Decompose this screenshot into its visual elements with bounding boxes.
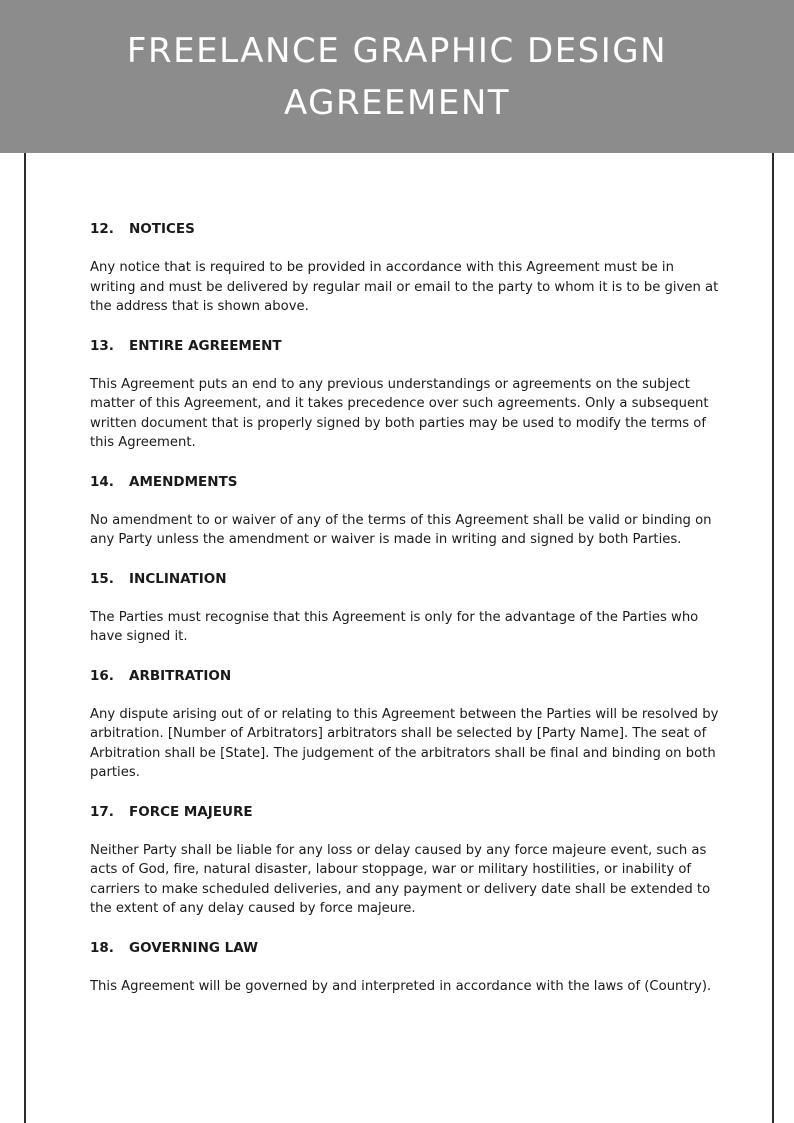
section-title: GOVERNING LAW [129, 939, 258, 956]
section-heading-notices [90, 219, 720, 239]
document-title-line-2: AGREEMENT [283, 82, 511, 123]
section-heading-force-majeure [90, 802, 720, 822]
section-number: 17. [90, 803, 114, 820]
section-body-amendments: No amendment to or waiver of any of the terms of this Agreement shall be valid or binding on any Party unless the amendment or waiver is made in writing and signed by both Parties. [90, 512, 712, 547]
section-title: ARBITRATION [129, 667, 232, 684]
section-number: 12. [90, 221, 114, 237]
section-body-notices: Any notice that is required to be provided in accordance with this Agreement must be in writing and must be delivered by regular mail or email to the party to whom it is to be given at the address that is shown above. [90, 260, 719, 314]
section-title: INCLINATION [129, 570, 227, 587]
section-number: 15. [90, 570, 114, 587]
section-number: 16. [90, 667, 114, 684]
section-heading-arbitration [90, 666, 720, 686]
section-title: NOTICES [129, 221, 195, 237]
document-title-line-1: FREELANCE GRAPHIC DESIGN [126, 30, 668, 71]
section-title: ENTIRE AGREEMENT [129, 337, 282, 354]
section-body-governing-law: This Agreement will be governed by and interpreted in accordance with the laws of (Country). [90, 978, 712, 994]
section-heading-governing-law [90, 938, 720, 958]
section-number: 14. [90, 473, 114, 490]
document-header [0, 0, 794, 153]
section-body-inclination: The Parties must recognise that this Agreement is only for the advantage of the Parties who have signed it. [90, 609, 699, 644]
page-border-right [772, 153, 774, 1123]
section-heading-inclination [90, 569, 720, 589]
page-border-left [24, 153, 26, 1123]
section-heading-entire-agreement [90, 336, 720, 356]
document-body [90, 219, 720, 1015]
section-number: 18. [90, 939, 114, 956]
section-body-arbitration: Any dispute arising out of or relating to this Agreement between the Parties will be resolved by arbitration. [Number of Arbitrators] arbitrators shall be selected by [Party Name]. The seat of Arbitration shall be [State]. The judgement of the arbitrators shall be final and binding on both parties. [90, 706, 719, 780]
section-title: AMENDMENTS [129, 473, 238, 490]
section-body-entire-agreement: This Agreement puts an end to any previous understandings or agreements on the subject matter of this Agreement, and it takes precedence over such agreements. Only a subsequent written document that is properly signed by both parties may be used to modify the terms of this Agreement. [90, 376, 709, 450]
section-number: 13. [90, 337, 114, 354]
section-heading-amendments [90, 472, 720, 492]
section-body-force-majeure: Neither Party shall be liable for any loss or delay caused by any force majeure event, such as acts of God, fire, natural disaster, labour stoppage, war or military hostilities, or inability of carriers to make scheduled deliveries, and any payment or delivery date shall be extended to the extent of any delay caused by force majeure. [90, 842, 711, 916]
section-title: FORCE MAJEURE [129, 803, 253, 820]
